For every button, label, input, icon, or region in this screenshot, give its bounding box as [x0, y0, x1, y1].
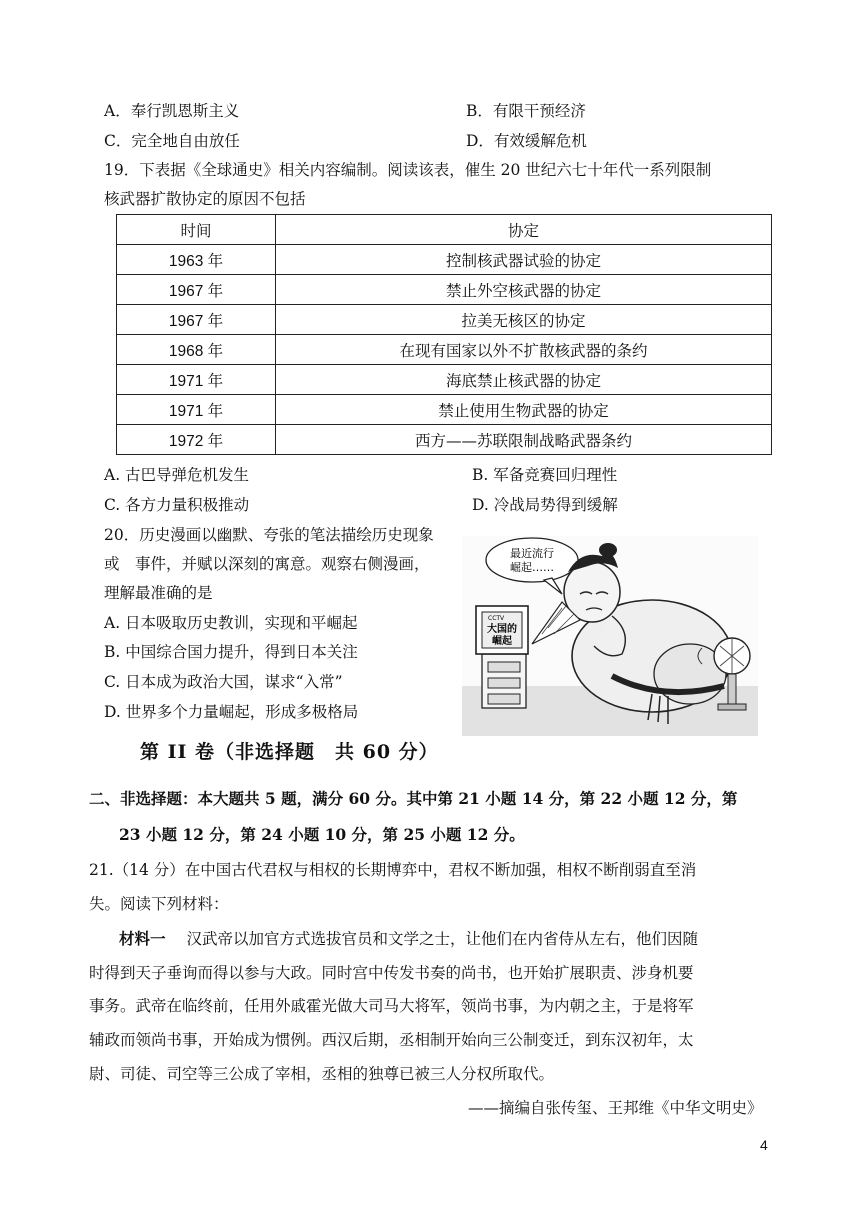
- q21-material-line4: 辅政而领尚书事，开始成为惯例。西汉后期，丞相制开始向三公制变迁，到东汉初年，太: [89, 1031, 694, 1049]
- cartoon-tv-line2: 崛起: [492, 636, 512, 647]
- cartoon-bubble-line1: 最近流行: [510, 547, 554, 560]
- q19-agreements-table: [116, 214, 772, 455]
- part2-instruction-line2: 23 小题 12 分，第 24 小题 10 分，第 25 小题 12 分。: [119, 825, 525, 844]
- table-row: [117, 365, 772, 395]
- table-row: [117, 245, 772, 275]
- row-agreement: 海底禁止核武器的协定: [276, 365, 772, 395]
- cartoon-bubble-line2: 崛起……: [510, 561, 554, 574]
- table-row: [117, 335, 772, 365]
- row-time: 1963 年: [117, 245, 276, 275]
- table-header-row: [117, 215, 772, 245]
- table-row: [117, 305, 772, 335]
- q18-option-a: A．奉行凯恩斯主义: [104, 102, 240, 120]
- row-time: 1971 年: [117, 395, 276, 425]
- header-agreement: 协定: [276, 215, 772, 245]
- cartoon-tv-line1: 大国的: [487, 624, 517, 635]
- q20-option-d: D. 世界多个力量崛起，形成多极格局: [104, 703, 359, 721]
- row-time: 1968 年: [117, 335, 276, 365]
- table-row: [117, 395, 772, 425]
- row-time: 1967 年: [117, 305, 276, 335]
- q21-material-line3: 事务。武帝在临终前，任用外戚霍光做大司马大将军，领尚书事，为内朝之主，于是将军: [89, 997, 694, 1015]
- q21-material-line1-text: 汉武帝以加官方式选拔官员和文学之士，让他们在内省侍从左右，他们因随: [186, 930, 698, 948]
- q18-option-c: C．完全地自由放任: [104, 132, 240, 150]
- q19-stem-line1: 19．下表据《全球通史》相关内容编制。阅读该表，催生 20 世纪六七十年代一系列限制: [104, 161, 712, 179]
- row-agreement: 禁止外空核武器的协定: [276, 275, 772, 305]
- q20-stem-line3: 理解最准确的是: [104, 584, 213, 602]
- q20-option-a: A. 日本吸取历史教训，实现和平崛起: [104, 614, 358, 632]
- page-number: 4: [760, 1137, 768, 1153]
- table-row: [117, 425, 772, 455]
- row-agreement: 西方——苏联限制战略武器条约: [276, 425, 772, 455]
- q20-stem-line1: 20．历史漫画以幽默、夸张的笔法描绘历史现象: [104, 526, 434, 544]
- q18-option-d: D．有效缓解危机: [466, 132, 587, 150]
- q20-stem-line2: 或 事件，并赋以深刻的寓意。观察右侧漫画，: [104, 555, 430, 573]
- header-time: 时间: [117, 215, 276, 245]
- row-time: 1967 年: [117, 275, 276, 305]
- q21-material-line5: 尉、司徒、司空等三公成了宰相，丞相的独尊已被三人分权所取代。: [89, 1065, 555, 1083]
- q19-stem-line2: 核武器扩散协定的原因不包括: [104, 190, 306, 208]
- part2-instruction-line1: 二、非选择题：本大题共 5 题，满分 60 分。其中第 21 小题 14 分，第 22 小题 12 分，第: [89, 789, 738, 808]
- q20-cartoon-illustration: [462, 536, 758, 736]
- row-agreement: 在现有国家以外不扩散核武器的条约: [276, 335, 772, 365]
- q20-option-c: C. 日本成为政治大国，谋求“入常”: [104, 673, 343, 691]
- row-time: 1972 年: [117, 425, 276, 455]
- q21-material-line1: [119, 928, 698, 950]
- row-time: 1971 年: [117, 365, 276, 395]
- q21-stem-line1: 21.（14 分）在中国古代君权与相权的长期博弈中，君权不断加强，相权不断削弱直至消: [89, 861, 697, 879]
- cartoon-tv-logo: CCTV: [488, 615, 505, 622]
- q21-stem-line2: 失。阅读下列材料：: [89, 895, 229, 913]
- row-agreement: 控制核武器试验的协定: [276, 245, 772, 275]
- table-row: [117, 275, 772, 305]
- q21-source: ——摘编自张传玺、王邦维《中华文明史》: [468, 1099, 763, 1117]
- q19-option-a: A. 古巴导弹危机发生: [104, 466, 250, 484]
- row-agreement: 拉美无核区的协定: [276, 305, 772, 335]
- q21-material-line2: 时得到天子垂询而得以参与大政。同时宫中传发书奏的尚书，也开始扩展职责、涉身机要: [89, 964, 694, 982]
- q19-option-d: D. 冷战局势得到缓解: [472, 496, 618, 514]
- q21-material-label: 材料一: [119, 929, 166, 948]
- q19-option-c: C. 各方力量积极推动: [104, 496, 250, 514]
- q20-option-b: B. 中国综合国力提升，得到日本关注: [104, 643, 358, 661]
- q18-option-b: B．有限干预经济: [466, 102, 586, 120]
- q19-option-b: B. 军备竞赛回归理性: [472, 466, 618, 484]
- row-agreement: 禁止使用生物武器的协定: [276, 395, 772, 425]
- part2-title: 第 II 卷（非选择题 共 60 分）: [140, 741, 439, 763]
